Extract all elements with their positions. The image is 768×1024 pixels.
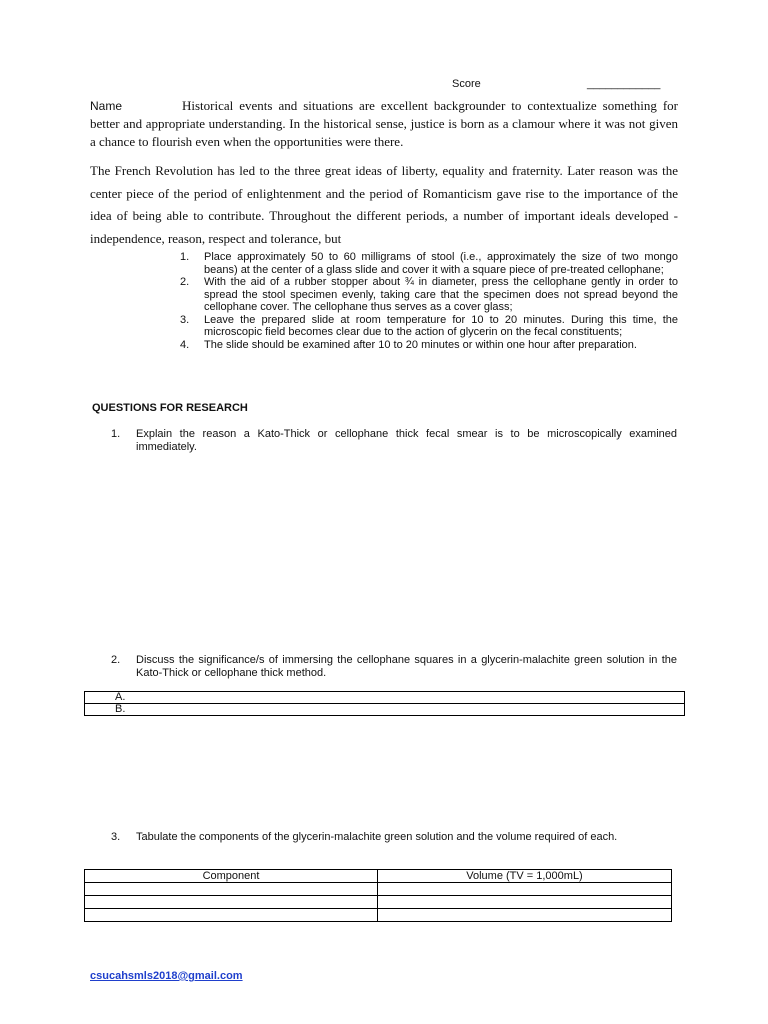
list-item bbox=[178, 314, 678, 339]
french-revolution-paragraph: The French Revolution has led to the three great ideas of liberty, equality and fraternity. Later reason was the center piece of the period of enlightenment and the period of Romanticism gave rise to the importance of the idea of being able to contribute. Throughout the different periods, a number of important ideals developed - independence, reason, respect and tolerance, but bbox=[90, 163, 678, 246]
question-number: 2. bbox=[111, 654, 121, 666]
step-text: With the aid of a rubber stopper about ¾ in diameter, press the cellophane gently in order to spread the stool specimen evenly, taking care that the specimen does not spread beyond the cellophane cover. The cellophane thus serves as a cover glass; bbox=[204, 276, 678, 313]
volume-cell[interactable] bbox=[378, 909, 672, 922]
question-number: 1. bbox=[111, 428, 121, 440]
intro-text: Historical events and situations are excellent backgrounder to contextualize something for better and appropriate understanding. In the historical sense, justice is born as a clamour where it was not given a chance to flourish even when the opportunities were there. bbox=[90, 98, 678, 149]
component-cell[interactable] bbox=[85, 909, 378, 922]
list-item bbox=[178, 276, 678, 314]
component-header: Component bbox=[85, 870, 378, 883]
component-table bbox=[84, 869, 672, 922]
list-item bbox=[178, 251, 678, 276]
table-row bbox=[85, 692, 685, 704]
step-text: The slide should be examined after 10 to 20 minutes or within one hour after preparation. bbox=[204, 338, 637, 351]
table-header-row bbox=[85, 870, 672, 883]
question-number: 3. bbox=[111, 831, 121, 843]
volume-header: Volume (TV = 1,000mL) bbox=[378, 870, 672, 883]
email-link[interactable]: csucahsmls2018@gmail.com bbox=[90, 970, 243, 982]
table-row bbox=[85, 896, 672, 909]
question-text: Discuss the significance/s of immersing the cellophane squares in a glycerin-malachite green solution in the Kato-Thick or cellophane thick method. bbox=[136, 654, 677, 679]
questions-heading: QUESTIONS FOR RESEARCH bbox=[92, 402, 248, 414]
intro-paragraph bbox=[90, 97, 678, 151]
table-row bbox=[85, 883, 672, 896]
answer-cell-a[interactable]: A. bbox=[85, 692, 685, 704]
volume-cell[interactable] bbox=[378, 883, 672, 896]
list-item bbox=[178, 339, 678, 352]
score-label: Score bbox=[452, 78, 481, 90]
component-cell[interactable] bbox=[85, 896, 378, 909]
name-label: Name bbox=[90, 99, 123, 113]
procedure-steps bbox=[178, 251, 678, 351]
step-number: 1. bbox=[180, 251, 190, 263]
step-number: 3. bbox=[180, 313, 190, 326]
answer-cell-b[interactable]: B. bbox=[85, 704, 685, 716]
table-row bbox=[85, 704, 685, 716]
question-2 bbox=[111, 654, 677, 680]
step-text: Place approximately 50 to 60 milligrams of stool (i.e., approximately the size of two mongo beans) at the center of a glass slide and cover it with a square piece of pre-treated cellophane; bbox=[204, 251, 678, 276]
score-blank-line: ____________ bbox=[587, 78, 661, 90]
question-3 bbox=[111, 831, 677, 844]
question-text: Tabulate the components of the glycerin-malachite green solution and the volume required of each. bbox=[136, 831, 618, 843]
question-1 bbox=[111, 428, 677, 454]
table-row bbox=[85, 909, 672, 922]
component-cell[interactable] bbox=[85, 883, 378, 896]
step-text: Leave the prepared slide at room temperature for 10 to 20 minutes. During this time, the microscopic field becomes clear due to the action of glycerin on the fecal constituents; bbox=[204, 313, 678, 338]
answer-table bbox=[84, 691, 685, 716]
step-number: 4. bbox=[180, 338, 190, 351]
volume-cell[interactable] bbox=[378, 896, 672, 909]
question-text: Explain the reason a Kato-Thick or cellophane thick fecal smear is to be microscopically examined immediately. bbox=[136, 428, 677, 453]
step-number: 2. bbox=[180, 276, 190, 288]
